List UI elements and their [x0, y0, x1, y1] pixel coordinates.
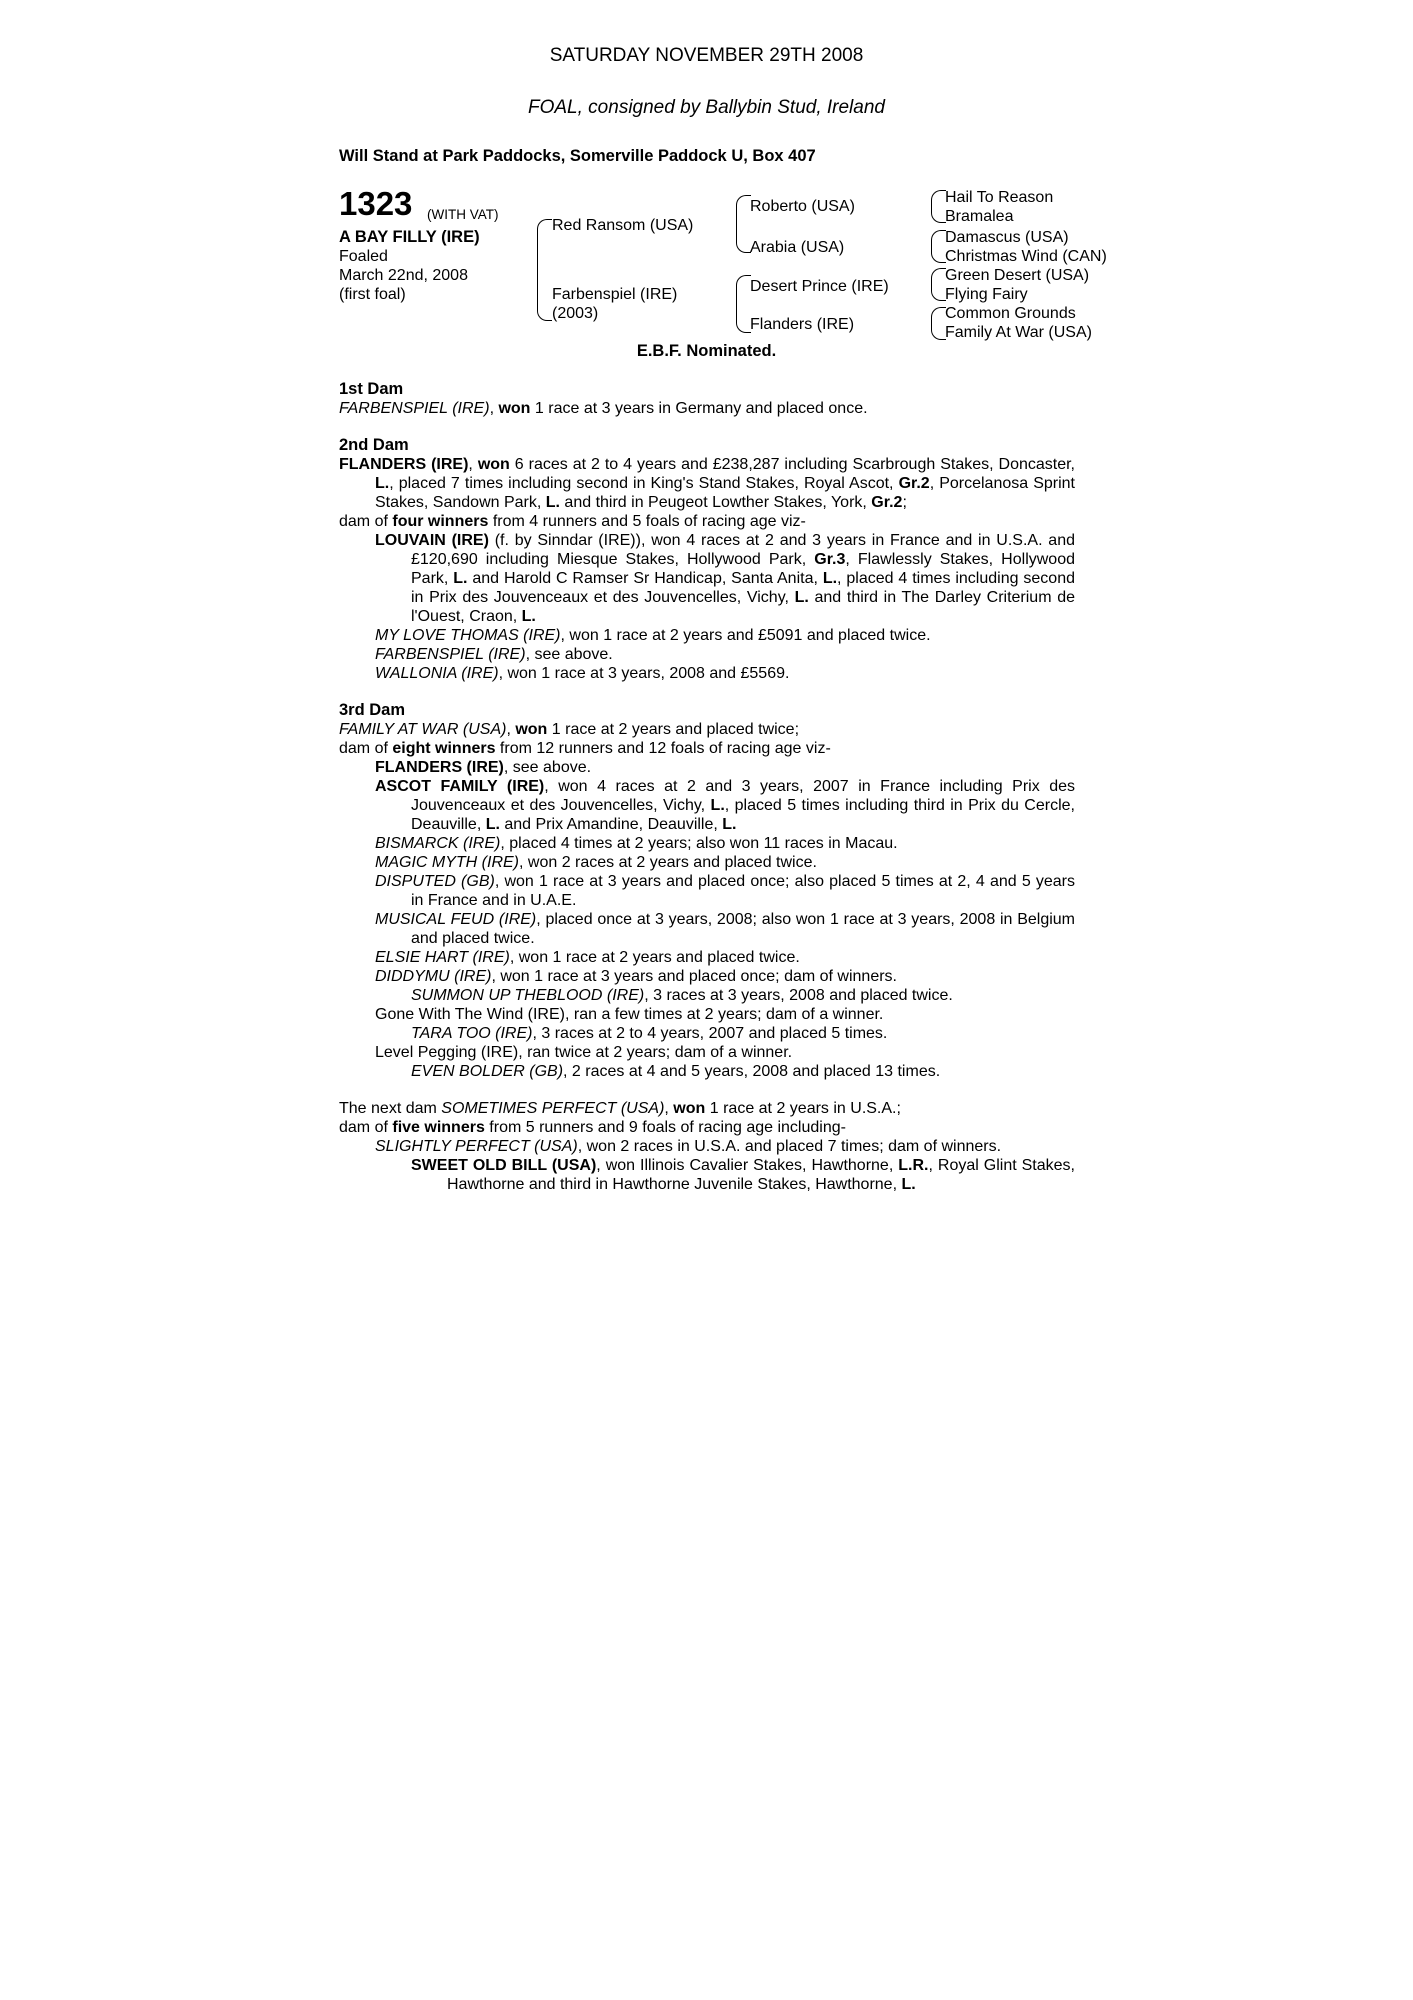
pedigree-bracket [931, 190, 946, 223]
stand-location: Will Stand at Park Paddocks, Somerville Paddock U, Box 407 [339, 147, 816, 165]
pedigree-dam-year: (2003) [552, 305, 599, 322]
second-dam-entry: FLANDERS (IRE), won 6 races at 2 to 4 years and £238,287 including Scarbrough Stakes, Doncaster, L., placed 7 times including second in King's Stand Stakes, Royal Ascot, Gr.2, Porcelanosa Sprint Stakes, Sandown Park, L. and third in Peugeot Lowther Stakes, York, Gr.2; [339, 456, 1076, 511]
pedigree-g7: Common Grounds [945, 305, 1076, 322]
pedigree-bracket [931, 268, 946, 301]
pedigree-g3: Damascus (USA) [945, 229, 1069, 246]
pedigree-dam-dam: Flanders (IRE) [750, 316, 855, 333]
produce-musical-feud: MUSICAL FEUD (IRE), placed once at 3 years, 2008; also won 1 race at 3 years, 2008 in Belgium and placed twice. [375, 911, 1076, 947]
foaled-date: March 22nd, 2008 [339, 267, 468, 284]
pedigree-g5: Green Desert (USA) [945, 267, 1090, 284]
pedigree-dam-sire: Desert Prince (IRE) [750, 278, 889, 295]
pedigree-g2: Bramalea [945, 208, 1014, 225]
pedigree-bracket [736, 275, 751, 333]
second-dam-produce-summary: dam of four winners from 4 runners and 5 foals of racing age viz- [339, 513, 806, 530]
third-dam-heading: 3rd Dam [339, 701, 406, 719]
foaled-label: Foaled [339, 248, 388, 265]
produce-flanders: FLANDERS (IRE), see above. [375, 759, 592, 776]
pedigree-bracket [931, 307, 946, 340]
produce-even-bolder: EVEN BOLDER (GB), 2 races at 4 and 5 years, 2008 and placed 13 times. [411, 1063, 941, 1080]
pedigree-sire-sire: Roberto (USA) [750, 198, 855, 215]
third-dam-entry: FAMILY AT WAR (USA), won 1 race at 2 years and placed twice; [339, 721, 800, 738]
produce-farbenspiel: FARBENSPIEL (IRE), see above. [375, 646, 613, 663]
produce-wallonia: WALLONIA (IRE), won 1 race at 3 years, 2008 and £5569. [375, 665, 790, 682]
produce-sweet-old-bill: SWEET OLD BILL (USA), won Illinois Cavalier Stakes, Hawthorne, L.R., Royal Glint Stakes, Hawthorne and third in Hawthorne Juvenile Stakes, Hawthorne, L. [411, 1157, 1075, 1193]
lot-name: A BAY FILLY (IRE) [339, 228, 480, 246]
produce-my-love-thomas: MY LOVE THOMAS (IRE), won 1 race at 2 years and £5091 and placed twice. [375, 627, 931, 644]
first-dam-entry: FARBENSPIEL (IRE), won 1 race at 3 years in Germany and placed once. [339, 400, 868, 417]
produce-magic-myth: MAGIC MYTH (IRE), won 2 races at 2 years and placed twice. [375, 854, 817, 871]
next-dam-entry: The next dam SOMETIMES PERFECT (USA), won 1 race at 2 years in U.S.A.; [339, 1100, 901, 1117]
first-dam-heading: 1st Dam [339, 380, 404, 398]
ebf-nomination: E.B.F. Nominated. [636, 342, 777, 360]
vat-note: (WITH VAT) [427, 207, 499, 222]
pedigree-g1: Hail To Reason [945, 189, 1054, 206]
pedigree-g8: Family At War (USA) [945, 324, 1092, 341]
produce-tara-too: TARA TOO (IRE), 3 races at 2 to 4 years, 2007 and placed 5 times. [411, 1025, 888, 1042]
pedigree-bracket [736, 195, 751, 253]
third-dam-produce-summary: dam of eight winners from 12 runners and 12 foals of racing age viz- [339, 740, 831, 757]
produce-disputed: DISPUTED (GB), won 1 race at 3 years and placed once; also placed 5 times at 2, 4 and 5 years in France and in U.A.E. [375, 873, 1076, 909]
lot-number: 1323 [339, 185, 413, 222]
produce-summon-up-theblood: SUMMON UP THEBLOOD (IRE), 3 races at 3 years, 2008 and placed twice. [411, 987, 953, 1004]
pedigree-g6: Flying Fairy [945, 286, 1028, 303]
second-dam-heading: 2nd Dam [339, 436, 409, 454]
produce-gone-with-the-wind: Gone With The Wind (IRE), ran a few times at 2 years; dam of a winner. [375, 1006, 884, 1023]
pedigree-dam: Farbenspiel (IRE) [552, 286, 678, 303]
produce-ascot-family: ASCOT FAMILY (IRE), won 4 races at 2 and 3 years, 2007 in France including Prix des Jouvenceaux et des Jouvencelles, Vichy, L., placed 5 times including third in Prix du Cercle, Deauville, L. and Prix Amandine, Deauville, L. [375, 778, 1076, 833]
produce-louvain: LOUVAIN (IRE) (f. by Sinndar (IRE)), won 4 races at 2 and 3 years in France and in U.S.A. and £120,690 including Miesque Stakes, Hollywood Park, Gr.3, Flawlessly Stakes, Hollywood Park, L. and Harold C Ramser Sr Handicap, Santa Anita, L., placed 4 times including second in Prix des Jouvenceaux et des Jouvencelles, Vichy, L. and third in The Darley Criterium de l'Ouest, Craon, L. [375, 532, 1075, 625]
produce-level-pegging: Level Pegging (IRE), ran twice at 2 years; dam of a winner. [375, 1044, 793, 1061]
sale-date: SATURDAY NOVEMBER 29TH 2008 [549, 45, 864, 66]
pedigree-bracket [931, 230, 946, 263]
consignment-line: FOAL, consigned by Ballybin Stud, Ireland [528, 97, 885, 118]
pedigree-bracket [537, 219, 552, 321]
produce-slightly-perfect: SLIGHTLY PERFECT (USA), won 2 races in U.S.A. and placed 7 times; dam of winners. [375, 1138, 1002, 1155]
produce-diddymu: DIDDYMU (IRE), won 1 race at 3 years and placed once; dam of winners. [375, 968, 897, 985]
foal-note: (first foal) [339, 286, 406, 303]
catalogue-body [339, 380, 1075, 1194]
next-dam-produce-summary: dam of five winners from 5 runners and 9 foals of racing age including- [339, 1119, 846, 1136]
pedigree-sire-dam: Arabia (USA) [750, 239, 845, 256]
produce-bismarck: BISMARCK (IRE), placed 4 times at 2 years; also won 11 races in Macau. [375, 835, 898, 852]
pedigree-sire: Red Ransom (USA) [552, 217, 694, 234]
produce-elsie-hart: ELSIE HART (IRE), won 1 race at 2 years and placed twice. [375, 949, 800, 966]
pedigree-g4: Christmas Wind (CAN) [945, 248, 1107, 265]
